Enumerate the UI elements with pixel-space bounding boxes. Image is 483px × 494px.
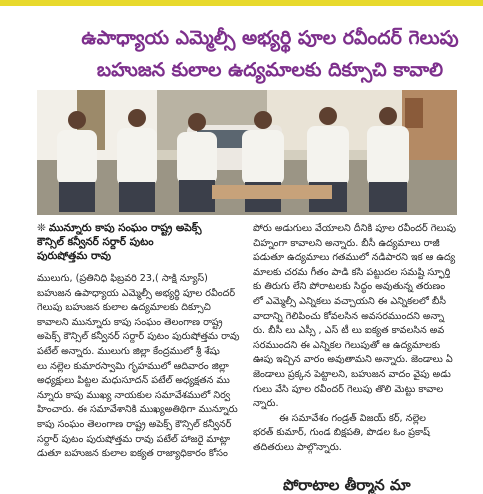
article-line: ఊపు ఇచ్చిన వారం అవుతామని అన్నారు. జెండాలు ఏ xyxy=(253,354,453,366)
article-line: లో ఎమ్మెల్సీ ఎన్నికలు వచ్చాయని ఈ ఎన్నికలలో బీసీ xyxy=(253,295,447,307)
article-line: గెలుపు బహుజన కులాల ఉద్యమాలకు దిక్సూచి xyxy=(37,302,211,314)
article-line: భరత్ కుమార్, గుండ బిక్షపతి, పొడల ఓం ప్రకాష్ xyxy=(253,427,430,439)
article-line: వాదాన్ని గెలిపించు కోవలసిన అవసరముందని అన్నా xyxy=(253,310,445,322)
article-line: లు నల్లెల కుమారస్వామి గృహములో ఆదివారం జిల్లా xyxy=(37,360,229,372)
star-bullet-icon: ❊ xyxy=(37,222,46,234)
article-line: చిహ్నంగా కావాలని అన్నారు. బీసీ ఉద్యమాలు రాజీ xyxy=(253,237,440,249)
article-line: సరముందని ఈ ఎన్నికల గెలుపుతో ఆ ఉద్యమాలకు xyxy=(253,339,441,351)
article-line: అధ్యక్షులు పిట్టల మధుసూదన్ పటేల్ అధ్యక్షతన ము xyxy=(37,375,230,387)
caption-line: కౌన్సిల్ కన్వీనర్ సర్దార్ పుటం xyxy=(37,236,154,248)
photo-caption xyxy=(37,221,242,263)
top-accent-bar xyxy=(0,0,483,6)
article-column-left xyxy=(37,272,247,462)
headline xyxy=(60,22,480,86)
article-line: మాలకు చరమ గీతం పాడి కసి పట్టుదల సమష్టి స్ఫూర్తి xyxy=(253,266,451,278)
article-line: న్నారు. xyxy=(253,398,279,410)
headline-line-2: బహుజన కులాల ఉద్యమాలకు దిక్సూచి కావాలి xyxy=(96,59,444,81)
article-line: ఈ సమావేశం గండ్రత్ విజయ్ కర్, నల్లెల xyxy=(279,412,426,424)
caption-line: పురుషోత్తమ రావు xyxy=(37,250,111,262)
article-line: సర్దార్ పుటం పురుషోత్తమ రావు పటేల్ హాజరై మాట్లా xyxy=(37,433,231,445)
article-line: తదితరులు పాల్గొన్నారు. xyxy=(253,441,342,453)
article-line: రు. బీసీ లు ఎస్సీ , ఎస్ టీ లు ఐక్యత కావలసిన అవ xyxy=(253,325,445,337)
article-line: పోరు అడుగులు వేయాలని దీనికి పూల రవీందర్ గెలుపు xyxy=(253,223,456,234)
article-line: న్నూరు కాపు ముఖ్య నాయకుల సమావేశములో నిర్వ xyxy=(37,389,231,401)
article-line: గులు వేసి పూల రవీందర్ గెలుపు తొలి మెట్టు కావాల xyxy=(253,383,444,395)
article-line: అపెక్స్ కౌన్సిల్ కన్వీనర్ సర్దార్ పుటం పురుషోత్తమ రావు xyxy=(37,331,240,343)
article-line: ములుగు, (ప్రతినిధి ఫిబ్రవరి 23,( సాక్షి న్యూస్) xyxy=(37,273,208,284)
article-line: పటేల్ అన్నారు. ములుగు జిల్లా కేంద్రములో శ్రీ శేషు xyxy=(37,345,220,357)
article-line: కు తిరుగు లేని పోరాటలకు సిద్ధం అవుతున్న తరుణం xyxy=(253,281,446,293)
headline-line-1: ఉపాధ్యాయ ఎమ్మెల్సీ అభ్యర్థి పూల రవీందర్ గెలుపు xyxy=(81,27,459,49)
article-line: జెండాలు ప్రక్కన పెట్టాలని, బహుజన వాదం వైపు అడు xyxy=(253,368,451,380)
caption-line: ❊ మున్నూరు కాపు సంఘం రాష్ట్ర అపెక్స్ xyxy=(37,222,202,234)
article-line: హించారు. ఈ సమావేశానికి ముఖ్యఅతిథిగా మున్నూరు xyxy=(37,404,238,416)
group-photo-image xyxy=(37,90,457,215)
article-line: పడుతూ ఉద్యమాలు గతములో నడిపారని ఇక ఆ ఉద్య xyxy=(253,252,456,264)
next-article-headline: పోరాటాల తీర్మాన మా xyxy=(283,476,411,494)
article-line: కాపు సంఘం తెలంగాణ రాష్ట్ర అపెక్స్ కౌన్సిల్ కన్వీనర్ xyxy=(37,418,232,430)
group-photo xyxy=(37,90,457,215)
article-line: బహుజన ఉపాధ్యాయ ఎమ్మెల్సీ అభ్యర్థి పూల రవీందర్ xyxy=(37,287,236,299)
article-line: కావాలని మున్నూరు కాపు సంఘం తెలంగాణ రాష్ట్ర xyxy=(37,316,223,328)
article-column-right xyxy=(253,222,471,456)
article-line: డుతూ బహుజన కులాల ఐక్యత రాజ్యాధికారం కోసం xyxy=(37,448,228,460)
